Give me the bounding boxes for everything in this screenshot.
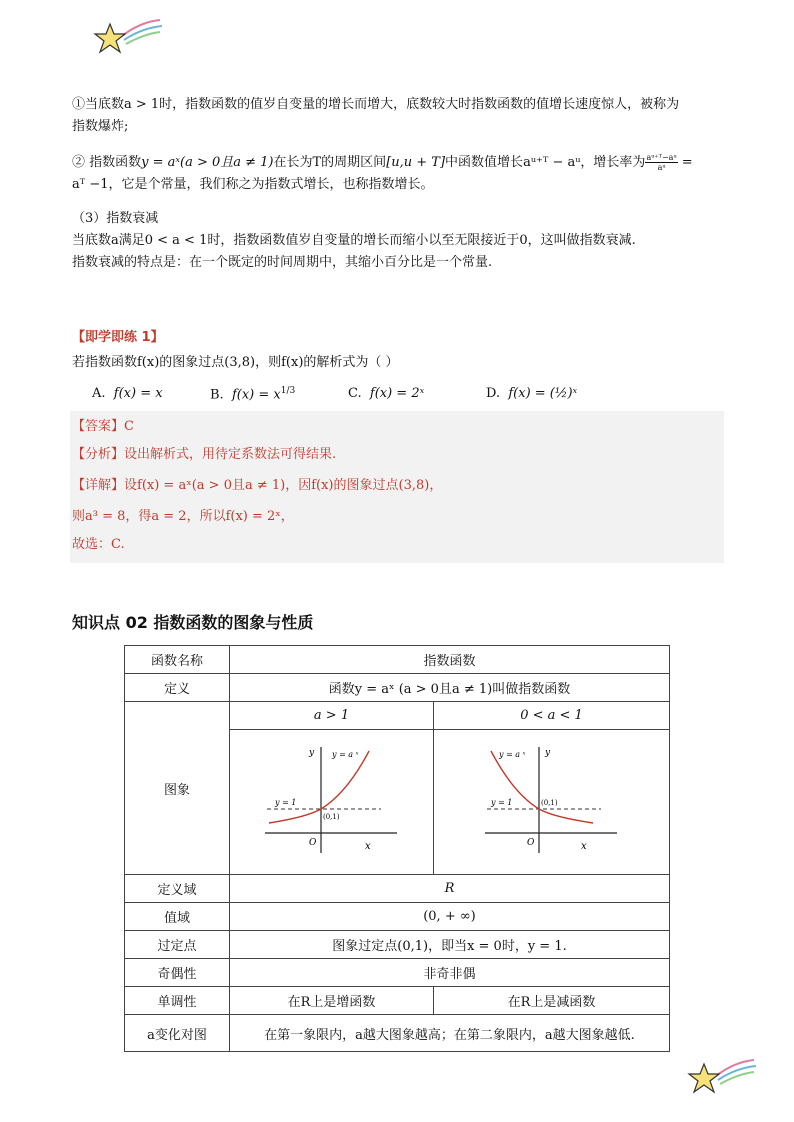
- table-row: [125, 875, 670, 903]
- y-axis-label: y: [308, 748, 314, 758]
- table-row: [125, 1015, 670, 1052]
- option-a: A. f(x) = x: [92, 386, 163, 401]
- graph-label: 图象: [125, 702, 230, 875]
- monotonicity-increasing: 在R上是增函数: [230, 987, 434, 1015]
- detail-line-1: 【详解】设f(x) = aˣ(a > 0且a ≠ 1)，因f(x)的图象过点(3,8)，: [72, 478, 443, 493]
- exercise-question: 若指数函数f(x)的图象过点(3,8)，则f(x)的解析式为（ ）: [72, 355, 399, 370]
- table-row: [125, 903, 670, 931]
- case-gt-header: a > 1: [230, 702, 434, 730]
- graph-decreasing-cell: [434, 730, 670, 875]
- growth-p2-line2: aᵀ −1，它是个常量，我们称之为指数式增长，也称指数增长。: [72, 177, 434, 192]
- domain-label: 定义域: [125, 875, 230, 903]
- table-row: [125, 959, 670, 987]
- star-decoration-icon: [686, 1054, 758, 1098]
- x-axis-label: x: [364, 841, 371, 852]
- curve-label: y = a ˣ: [331, 750, 358, 759]
- header-right-cell: 指数函数: [230, 646, 670, 674]
- case-lt-header: 0 < a < 1: [434, 702, 670, 730]
- graph-increasing-cell: [230, 730, 434, 875]
- detail-line-3: 故选：C.: [72, 537, 125, 552]
- line-label: y = 1: [274, 798, 296, 807]
- properties-table: [124, 645, 670, 1052]
- growth-paragraph-2: [72, 152, 724, 196]
- curve-label: y = a ˣ: [498, 750, 525, 759]
- parity-value: 非奇非偶: [230, 959, 670, 987]
- detail-line-2: 则a³ = 8，得a = 2，所以f(x) = 2ˣ，: [72, 509, 294, 524]
- monotonicity-decreasing: 在R上是减函数: [434, 987, 670, 1015]
- star-decoration-icon: [92, 14, 164, 58]
- answer-line: 【答案】C: [72, 419, 134, 434]
- point-label: (0,1): [540, 799, 558, 807]
- option-d: D. f(x) = (½)ˣ: [486, 386, 578, 401]
- x-axis-label: x: [580, 841, 587, 852]
- option-c: C. f(x) = 2ˣ: [348, 386, 425, 401]
- domain-value: R: [230, 875, 670, 903]
- decreasing-exponential-graph: [477, 741, 627, 859]
- table-row: [125, 702, 670, 730]
- definition-value: 函数y = aˣ (a > 0且a ≠ 1)叫做指数函数: [230, 674, 670, 702]
- decay-section: [72, 208, 724, 274]
- increasing-exponential-graph: [257, 741, 407, 859]
- growth-p1-line2: 指数爆炸;: [72, 119, 129, 134]
- definition-label: 定义: [125, 674, 230, 702]
- parity-label: 奇偶性: [125, 959, 230, 987]
- origin-label: O: [308, 838, 316, 848]
- analysis-line: 【分析】设出解析式，用待定系数法可得结果.: [72, 447, 337, 462]
- change-value: 在第一象限内，a越大图象越高；在第二象限内，a越大图象越低.: [230, 1015, 670, 1052]
- fixed-point-label: 过定点: [125, 931, 230, 959]
- point-label: (0,1): [322, 813, 340, 821]
- table-row: [125, 646, 670, 674]
- table-row: [125, 931, 670, 959]
- table-row: [125, 674, 670, 702]
- growth-rate-fraction: $\frac{\text{aᵘ⁺ᵀ−aᵘ}}{\text{aᵘ}}$: [646, 153, 677, 172]
- growth-paragraph-1: [72, 94, 724, 138]
- line-label: y = 1: [490, 798, 512, 807]
- table-row: [125, 987, 670, 1015]
- range-label: 值域: [125, 903, 230, 931]
- growth-p2-line1: ② 指数函数y = aˣ(a > 0且a ≠ 1)在长为T的周期区间[u,u + T]中函数值增长aᵘ⁺ᵀ − aᵘ，增长率为 $\frac{\text{aᵘ⁺ᵀ−aᵘ}}{\text{aᵘ}}$ =: [72, 153, 693, 172]
- origin-label: O: [526, 838, 534, 848]
- y-axis-label: y: [544, 748, 550, 758]
- growth-p1-line1: ①当底数a > 1时，指数函数的值岁自变量的增长而增大，底数较大时指数函数的值增长速度惊人，被称为: [72, 97, 680, 112]
- decay-heading: （3）指数衰减: [72, 211, 159, 226]
- fixed-point-value: 图象过定点(0,1)，即当x = 0时，y = 1.: [230, 931, 670, 959]
- decay-line2: 指数衰减的特点是：在一个既定的时间周期中，其缩小百分比是一个常量.: [72, 255, 493, 270]
- change-label: a变化对图: [125, 1015, 230, 1052]
- section-title: 知识点 02 指数函数的图象与性质: [72, 613, 314, 632]
- monotonicity-label: 单调性: [125, 987, 230, 1015]
- exercise-title: 【即学即练 1】: [72, 330, 164, 345]
- option-b: B. $f(x) = x^{1/3}$: [210, 386, 296, 403]
- header-left-cell: 函数名称: [125, 646, 230, 674]
- range-value: (0, + ∞): [230, 903, 670, 931]
- decay-line1: 当底数a满足0 < a < 1时，指数函数值岁自变量的增长而缩小以至无限接近于0，这叫做指数衰减.: [72, 233, 636, 248]
